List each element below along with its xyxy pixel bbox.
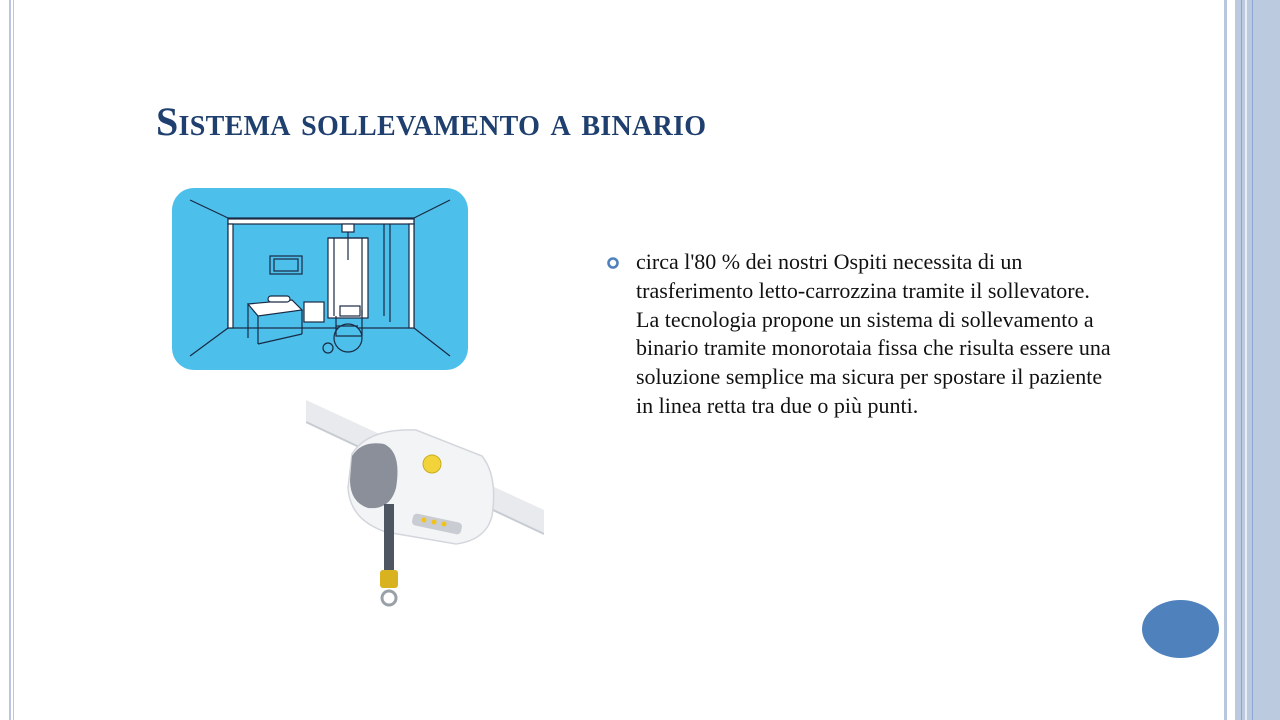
navigation-oval[interactable] xyxy=(1142,600,1219,658)
ceiling-lift-device-image xyxy=(306,392,544,612)
left-border-line xyxy=(9,0,11,720)
slide-title: Sistema sollevamento a binario xyxy=(156,99,707,144)
bullet-text: circa l'80 % dei nostri Ospiti necessita di un trasferimento letto-carrozzina tramite il sollevatore. La tecnologia propone un sistema di sollevamento a binario tramite monorotaia fissa che risulta essere una soluzione semplice ma sicura per spostare il paziente in linea retta tra due o più punti. xyxy=(636,249,1111,418)
circle-bullet-icon xyxy=(606,256,620,270)
left-border-line-inner xyxy=(13,0,14,720)
right-decorative-band xyxy=(1224,0,1280,720)
room-lift-illustration xyxy=(172,188,468,370)
